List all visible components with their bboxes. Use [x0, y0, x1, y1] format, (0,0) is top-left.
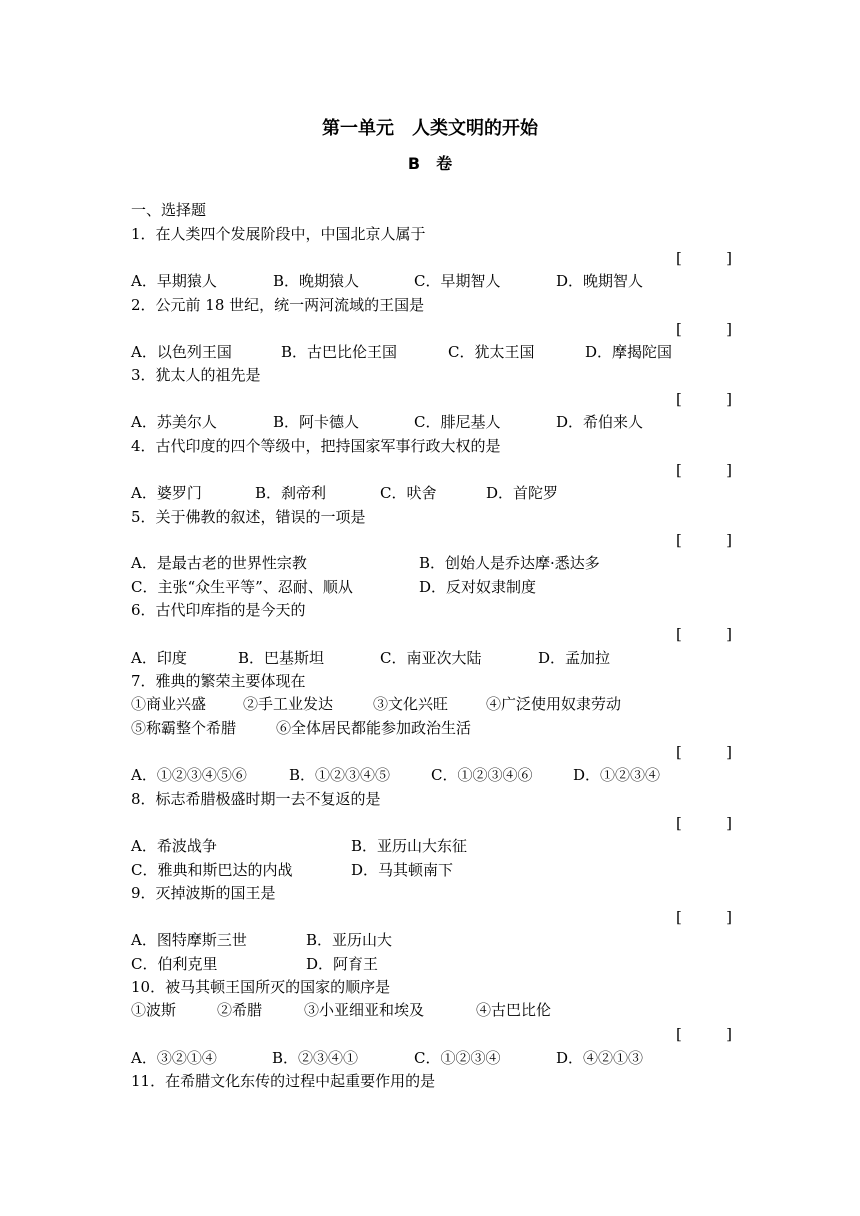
answer-bracket [676, 907, 732, 927]
bracket-close: ] [726, 320, 732, 338]
option: C．①②③④⑥ [431, 766, 533, 784]
bracket-open: [ [676, 320, 682, 338]
answer-bracket [676, 742, 732, 762]
bracket-close: ] [726, 625, 732, 643]
bracket-open: [ [676, 625, 682, 643]
answer-bracket [676, 460, 732, 480]
option: C．早期智人 [414, 272, 501, 290]
option: D．④②①③ [556, 1049, 644, 1067]
list-item: ②希腊 [217, 1001, 263, 1019]
option: B．亚历山大 [306, 931, 393, 949]
list-item: ⑤称霸整个希腊 [131, 719, 237, 737]
option: A．是最古老的世界性宗教 [131, 554, 307, 572]
question-stem: 9．灭掉波斯的国王是 [131, 884, 276, 902]
option: C．犹太王国 [448, 343, 535, 361]
option: D．孟加拉 [538, 649, 611, 667]
option: B．古巴比伦王国 [281, 343, 398, 361]
question-stem: 10．被马其顿王国所灭的国家的顺序是 [131, 978, 391, 996]
option: D．首陀罗 [486, 484, 559, 502]
answer-bracket [676, 319, 732, 339]
list-item: ⑥全体居民都能参加政治生活 [276, 719, 472, 737]
question-stem: 3．犹太人的祖先是 [131, 366, 261, 384]
bracket-open: [ [676, 461, 682, 479]
option: A．希波战争 [131, 837, 217, 855]
question-stem: 2．公元前 18 世纪，统一两河流域的王国是 [131, 296, 425, 314]
question-stem: 8．标志希腊极盛时期一去不复返的是 [131, 790, 381, 808]
bracket-close: ] [726, 814, 732, 832]
bracket-open: [ [676, 249, 682, 267]
option: D．摩揭陀国 [585, 343, 673, 361]
bracket-close: ] [726, 531, 732, 549]
option: B．巴基斯坦 [238, 649, 325, 667]
question-stem: 7．雅典的繁荣主要体现在 [131, 672, 306, 690]
option: B．阿卡德人 [273, 413, 360, 431]
bracket-close: ] [726, 743, 732, 761]
paper-version: B 卷 [407, 154, 453, 173]
option: B．①②③④⑤ [289, 766, 391, 784]
bracket-open: [ [676, 531, 682, 549]
list-item: ②手工业发达 [243, 695, 334, 713]
bracket-close: ] [726, 1025, 732, 1043]
option: A．以色列王国 [131, 343, 232, 361]
option: A．印度 [131, 649, 187, 667]
option: C．吠舍 [380, 484, 437, 502]
answer-bracket [676, 813, 732, 833]
option: D．①②③④ [573, 766, 661, 784]
option: A．苏美尔人 [131, 413, 217, 431]
option: B．亚历山大东征 [351, 837, 468, 855]
answer-bracket [676, 1024, 732, 1044]
option: C．腓尼基人 [414, 413, 501, 431]
option: D．晚期智人 [556, 272, 644, 290]
option: D．希伯来人 [556, 413, 644, 431]
bracket-open: [ [676, 390, 682, 408]
list-item: ①商业兴盛 [131, 695, 207, 713]
option: B．刹帝利 [255, 484, 327, 502]
bracket-open: [ [676, 743, 682, 761]
list-item: ④广泛使用奴隶劳动 [486, 695, 622, 713]
answer-bracket [676, 248, 732, 268]
question-stem: 5．关于佛教的叙述，错误的一项是 [131, 508, 366, 526]
bracket-close: ] [726, 390, 732, 408]
answer-bracket [676, 624, 732, 644]
option: D．阿育王 [306, 955, 379, 973]
bracket-close: ] [726, 249, 732, 267]
option: A．早期猿人 [131, 272, 217, 290]
bracket-open: [ [676, 908, 682, 926]
option: A．婆罗门 [131, 484, 202, 502]
option: C．伯利克里 [131, 955, 218, 973]
option: C．主张“众生平等”、忍耐、顺从 [131, 578, 353, 596]
option: A．③②①④ [131, 1049, 217, 1067]
list-item: ③文化兴旺 [373, 695, 449, 713]
option: A．①②③④⑤⑥ [131, 766, 247, 784]
list-item: ③小亚细亚和埃及 [304, 1001, 425, 1019]
list-item: ①波斯 [131, 1001, 177, 1019]
option: B．②③④① [272, 1049, 359, 1067]
option: A．图特摩斯三世 [131, 931, 247, 949]
option: D．马其顿南下 [351, 861, 454, 879]
option: B．晚期猿人 [273, 272, 360, 290]
option: C．①②③④ [414, 1049, 501, 1067]
option: C．雅典和斯巴达的内战 [131, 861, 293, 879]
question-stem: 1．在人类四个发展阶段中，中国北京人属于 [131, 225, 426, 243]
bracket-close: ] [726, 908, 732, 926]
question-stem: 6．古代印库指的是今天的 [131, 601, 306, 619]
question-stem: 4．古代印度的四个等级中，把持国家军事行政大权的是 [131, 437, 501, 455]
option: B．创始人是乔达摩·悉达多 [419, 554, 600, 572]
section-heading: 一、选择题 [131, 201, 207, 219]
option: C．南亚次大陆 [380, 649, 482, 667]
question-stem: 11．在希腊文化东传的过程中起重要作用的是 [131, 1072, 436, 1090]
bracket-open: [ [676, 814, 682, 832]
bracket-close: ] [726, 461, 732, 479]
page-title: 第一单元 人类文明的开始 [322, 118, 538, 139]
option: D．反对奴隶制度 [419, 578, 537, 596]
list-item: ④古巴比伦 [476, 1001, 552, 1019]
answer-bracket [676, 389, 732, 409]
bracket-open: [ [676, 1025, 682, 1043]
answer-bracket [676, 530, 732, 550]
